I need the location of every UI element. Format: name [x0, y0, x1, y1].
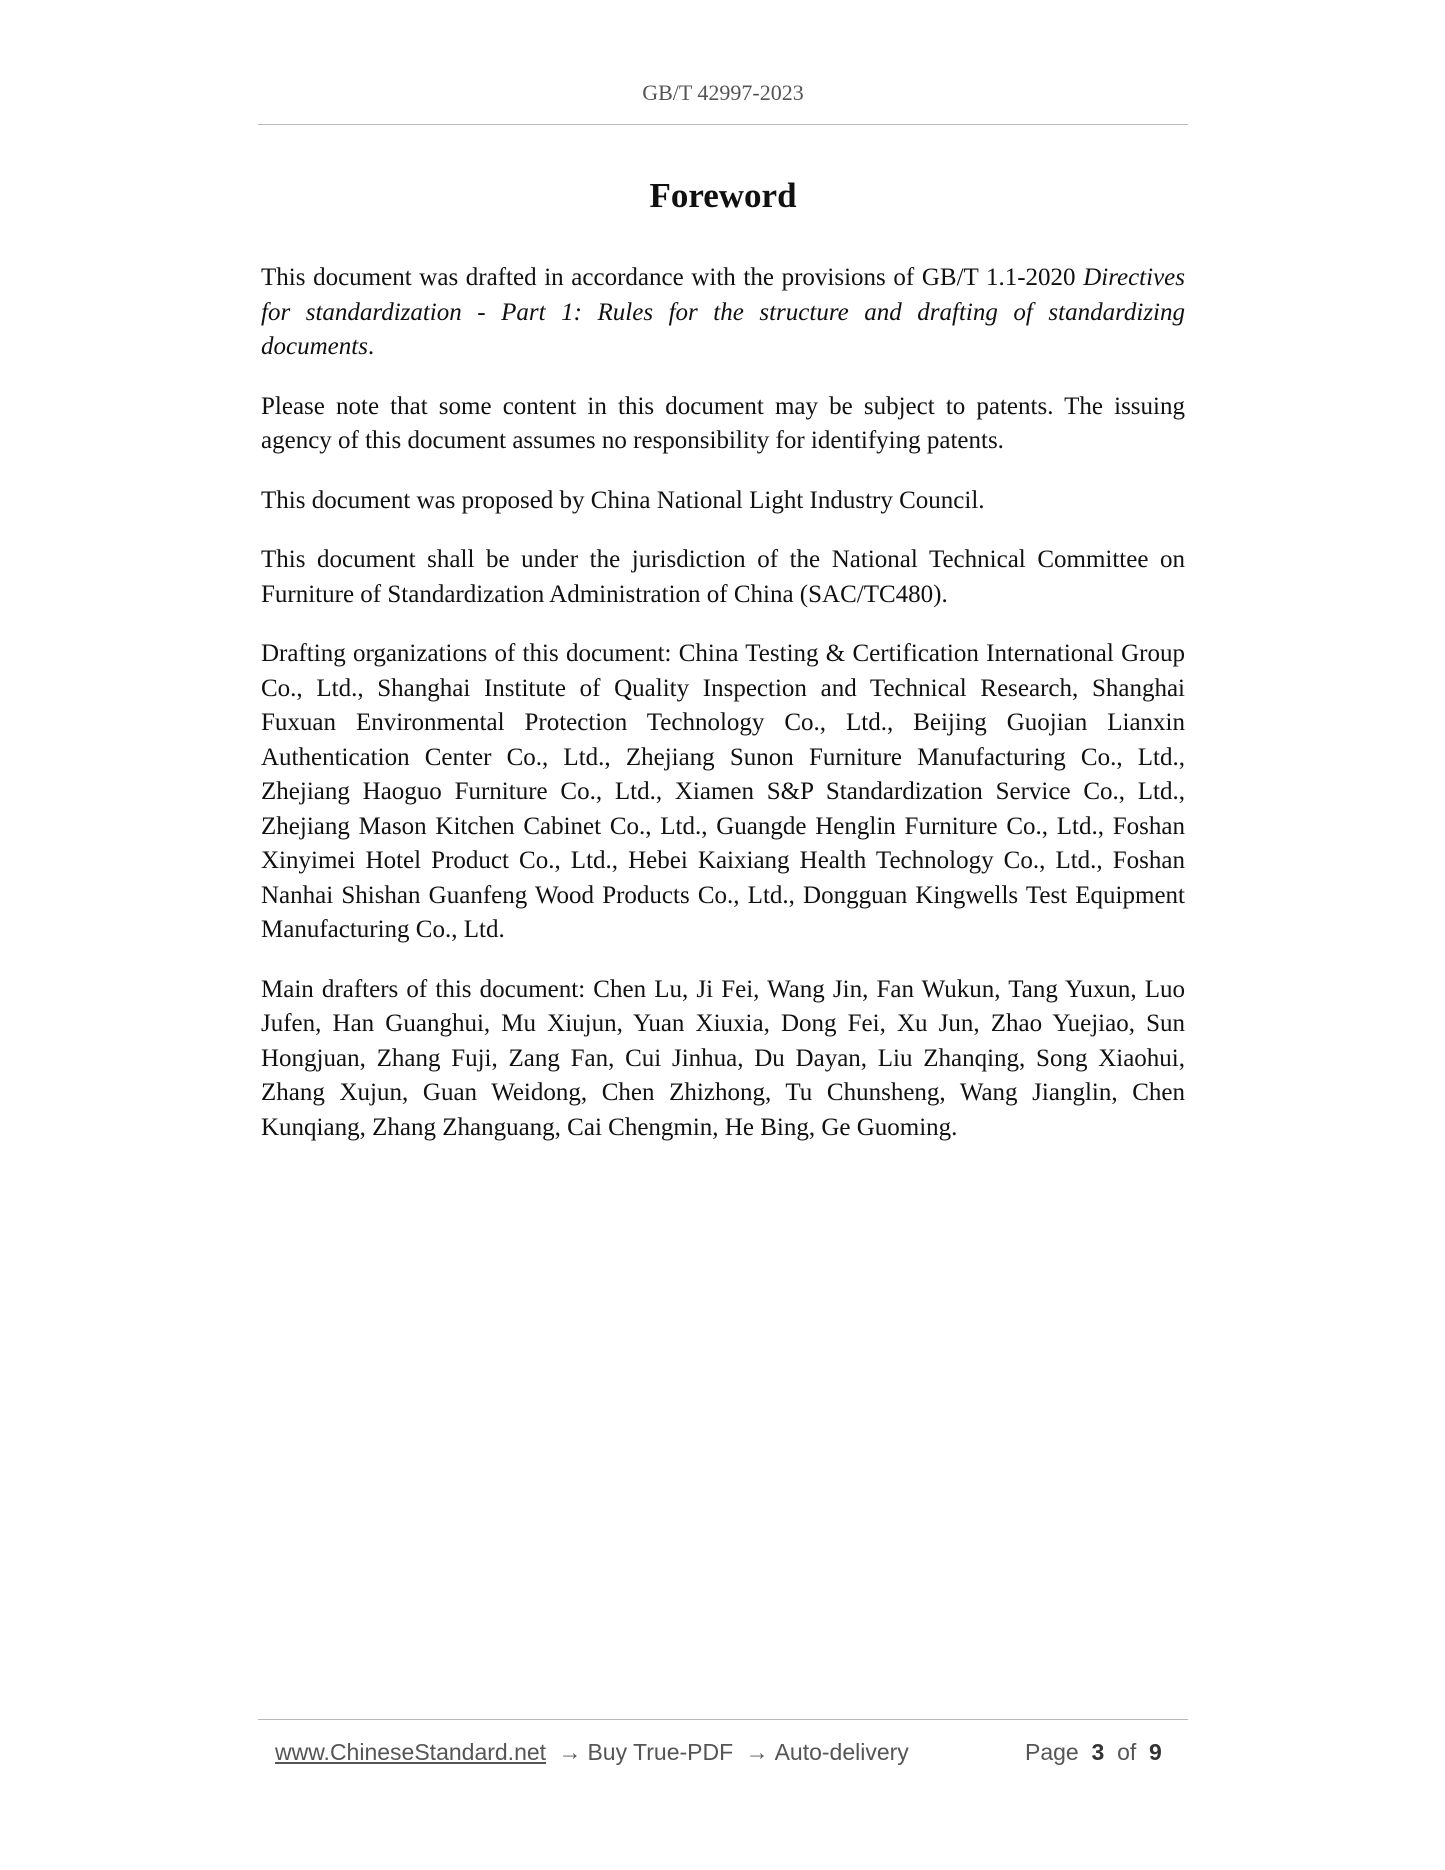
site-link[interactable]: www.ChineseStandard.net: [275, 1739, 547, 1765]
referenced-standard-title: Directives for standardization - Part 1: Rules for the structure and drafting of standardizing documents: [261, 264, 1185, 360]
foreword-body: [261, 261, 1185, 1170]
auto-delivery-text: Auto-delivery: [774, 1739, 909, 1765]
paragraph-patents: Please note that some content in this document may be subject to patents. The issuing agency of this document assumes no responsibility for identifying patents.: [261, 392, 1185, 454]
footer-divider: [258, 1719, 1188, 1720]
page-footer: [275, 1739, 1175, 1775]
paragraph-drafting-provisions-text: This document was drafted in accordance with the provisions of GB/T 1.1-2020: [261, 264, 1084, 291]
arrow-right-icon: →: [745, 1739, 769, 1765]
header-divider: [258, 124, 1188, 125]
buy-true-pdf-text: Buy True-PDF: [587, 1739, 734, 1765]
paragraph-drafting-organizations: Drafting organizations of this document: China Testing & Certification International Group Co., Ltd., Shanghai Institute of Quality Inspection and Technical Research, Shanghai Fuxuan Environmental Protection Technology Co., Ltd., Beijing Guojian Lianxin Authentication Center Co., Ltd., Zhejiang Sunon Furniture Manufacturing Co., Ltd., Zhejiang Haoguo Furniture Co., Ltd., Xiamen S&P Standardization Service Co., Ltd., Zhejiang Mason Kitchen Cabinet Co., Ltd., Guangde Henglin Furniture Co., Ltd., Foshan Xinyimei Hotel Product Co., Ltd., Hebei Kaixiang Health Technology Co., Ltd., Foshan Nanhai Shishan Guanfeng Wood Products Co., Ltd., Dongguan Kingwells Test Equipment Manufacturing Co., Ltd.: [261, 640, 1185, 943]
standard-code-header: GB/T 42997-2023: [642, 80, 804, 105]
page-indicator: [1025, 1739, 1162, 1766]
paragraph-jurisdiction: This document shall be under the jurisdiction of the National Technical Committee on Furniture of Standardization Administration of China (SAC/TC480).: [261, 546, 1185, 608]
paragraph-proposed-by: This document was proposed by China National Light Industry Council.: [261, 486, 985, 514]
paragraph-main-drafters: Main drafters of this document: Chen Lu, Ji Fei, Wang Jin, Fan Wukun, Tang Yuxun, Luo Jufen, Han Guanghui, Mu Xiujun, Yuan Xiuxia, Dong Fei, Xu Jun, Zhao Yuejiao, Sun Hongjuan, Zhang Fuji, Zang Fan, Cui Jinhua, Du Dayan, Liu Zhanqing, Song Xiaohui, Zhang Xujun, Guan Weidong, Chen Zhizhong, Tu Chunsheng, Wang Jianglin, Chen Kunqiang, Zhang Zhanguang, Cai Chengmin, He Bing, Ge Guoming.: [261, 975, 1185, 1141]
total-page-number: 9: [1149, 1739, 1162, 1765]
of-label: of: [1117, 1739, 1137, 1765]
footer-promo: [275, 1739, 909, 1766]
current-page-number: 3: [1091, 1739, 1105, 1765]
paragraph-drafting-provisions: [261, 261, 1185, 365]
page-label: Page: [1025, 1739, 1079, 1765]
paragraph-drafting-provisions-end: .: [367, 333, 375, 360]
arrow-right-icon: →: [558, 1739, 582, 1765]
page-title: Foreword: [649, 176, 797, 215]
